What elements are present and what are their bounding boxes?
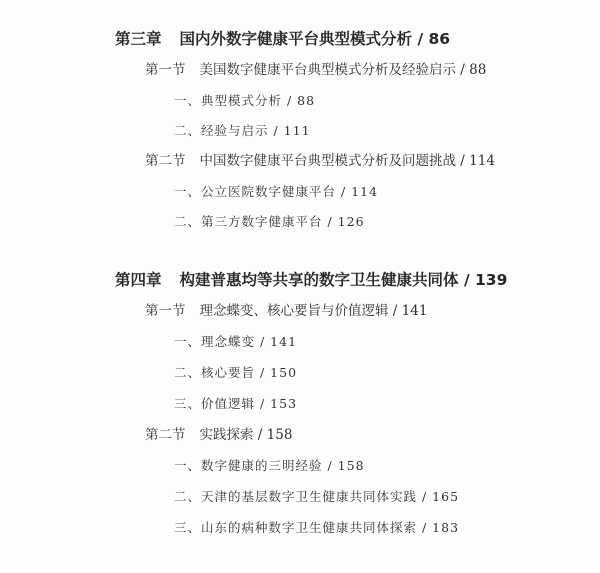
section-label: 第二节	[145, 153, 186, 169]
item-text: 一、典型模式分析	[174, 93, 283, 108]
section-title: 美国数字健康平台典型模式分析及经验启示	[199, 62, 456, 78]
item-text: 一、数字健康的三明经验	[174, 458, 323, 473]
item-text: 二、天津的基层数字卫生健康共同体实践	[174, 489, 418, 504]
chapter-heading[interactable]	[115, 273, 507, 289]
list-item[interactable]	[174, 125, 311, 138]
item-page: / 114	[341, 184, 379, 199]
section-title: 中国数字健康平台典型模式分析及问题挑战	[199, 153, 456, 169]
section-heading[interactable]	[145, 64, 486, 78]
section-page: / 114	[460, 153, 495, 169]
item-page: / 153	[260, 396, 298, 411]
item-text: 三、山东的病种数字卫生健康共同体探索	[174, 520, 418, 535]
list-item[interactable]	[174, 491, 459, 504]
item-text: 三、价值逻辑	[174, 396, 256, 411]
item-text: 一、公立医院数字健康平台	[174, 184, 337, 199]
item-page: / 150	[260, 365, 298, 380]
section-heading[interactable]	[145, 429, 292, 443]
chapter-heading[interactable]	[115, 32, 450, 48]
section-heading[interactable]	[145, 155, 495, 169]
list-item[interactable]	[174, 367, 297, 380]
list-item[interactable]	[174, 460, 365, 473]
section-label: 第二节	[145, 427, 186, 443]
section-title: 实践探索	[199, 427, 254, 443]
chapter-label: 第三章	[115, 30, 162, 48]
section-heading[interactable]	[145, 305, 427, 319]
item-text: 二、第三方数字健康平台	[174, 214, 323, 229]
item-page: / 111	[273, 123, 311, 138]
list-item[interactable]	[174, 95, 315, 108]
item-page: / 126	[327, 214, 365, 229]
item-page: / 165	[422, 489, 460, 504]
chapter-page: / 86	[417, 30, 451, 48]
section-page: / 158	[257, 427, 293, 443]
item-text: 二、经验与启示	[174, 123, 269, 138]
chapter-label: 第四章	[115, 271, 162, 289]
chapter-page: / 139	[463, 271, 508, 289]
item-text: 二、核心要旨	[174, 365, 256, 380]
list-item[interactable]	[174, 216, 365, 229]
section-page: / 88	[460, 62, 487, 78]
item-page: / 141	[260, 334, 298, 349]
section-label: 第一节	[145, 303, 186, 319]
item-page: / 183	[422, 520, 460, 535]
chapter-title: 构建普惠均等共享的数字卫生健康共同体	[179, 271, 459, 289]
item-page: / 158	[327, 458, 365, 473]
list-item[interactable]	[174, 186, 378, 199]
chapter-title: 国内外数字健康平台典型模式分析	[179, 30, 413, 48]
list-item[interactable]	[174, 336, 297, 349]
item-text: 一、理念蝶变	[174, 334, 256, 349]
list-item[interactable]	[174, 522, 459, 535]
item-page: / 88	[287, 93, 316, 108]
section-label: 第一节	[145, 62, 186, 78]
section-title: 理念蝶变、核心要旨与价值逻辑	[199, 303, 389, 319]
section-page: / 141	[392, 303, 428, 319]
list-item[interactable]	[174, 398, 297, 411]
